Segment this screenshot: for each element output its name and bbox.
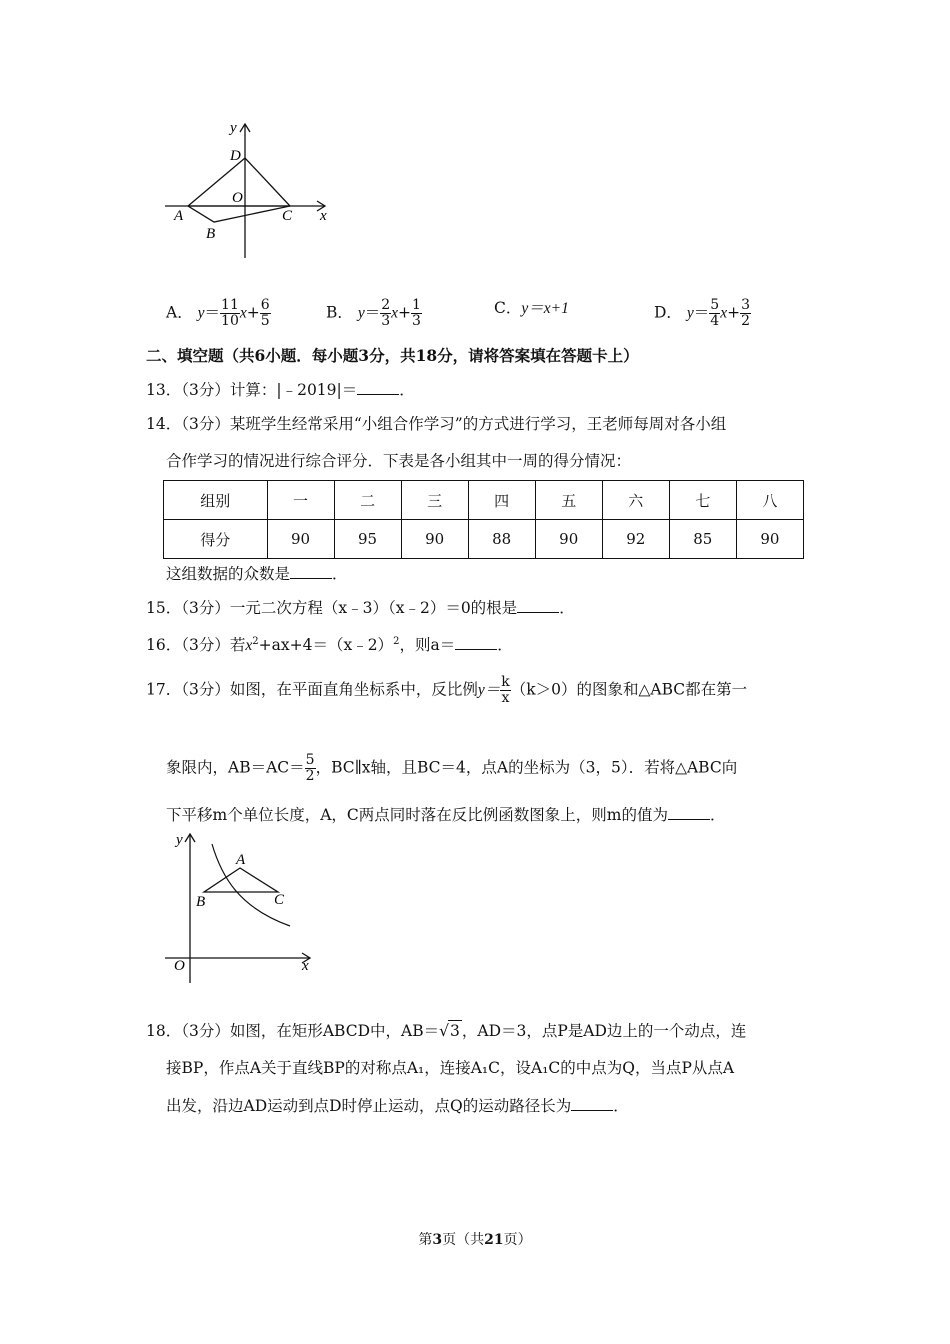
table-cell: 92 xyxy=(602,520,669,559)
table-cell: 七 xyxy=(669,481,736,520)
answer-blank xyxy=(357,380,399,395)
q12-label-a: A xyxy=(174,208,184,224)
table-row xyxy=(164,520,804,559)
q17-axis-y: y xyxy=(176,832,183,848)
table-cell: 一 xyxy=(267,481,334,520)
q12-option-a: A． y＝ $\frac{11}{10}$ x+ $\frac{6}{5}$ xyxy=(166,297,270,329)
q12-axis-x: x xyxy=(320,208,327,224)
q17-label-a: A xyxy=(236,852,246,868)
question-14-after: 这组数据的众数是 ． xyxy=(166,565,348,583)
q12-label-b: B xyxy=(206,226,216,242)
table-cell: 六 xyxy=(602,481,669,520)
answer-blank xyxy=(517,598,559,613)
question-14-line1: 14．（3分）某班学生经常采用“小组合作学习”的方式进行学习，王老师每周对各小组 xyxy=(146,415,727,433)
table-cell: 90 xyxy=(535,520,602,559)
table-row xyxy=(164,481,804,520)
table-cell: 五 xyxy=(535,481,602,520)
q12-figure xyxy=(160,118,340,263)
q12-option-c: C．y＝x+1 xyxy=(494,299,569,317)
q17-label-b: B xyxy=(196,894,206,910)
table-cell: 四 xyxy=(468,481,535,520)
answer-blank xyxy=(290,564,332,579)
section-title: 二、填空题（共6小题．每小题3分，共18分，请将答案填在答题卡上） xyxy=(146,346,639,365)
table-cell: 二 xyxy=(334,481,401,520)
table-cell: 组别 xyxy=(164,481,268,520)
question-17-line1: 17．（3分）如图，在平面直角坐标系中，反比例y＝ $\frac{k}{x}$ （k＞0）的图象和△ABC都在第一 xyxy=(146,674,748,706)
question-17-line3: 下平移m个单位长度，A，C两点同时落在反比例函数图象上，则m的值为 ． xyxy=(166,806,726,824)
question-16: 16．（3分）若$x^2+ax+4=(x﹣2)^2$，则a＝ ． xyxy=(146,636,513,655)
table-cell: 95 xyxy=(334,520,401,559)
table-cell: 85 xyxy=(669,520,736,559)
table-cell: 八 xyxy=(736,481,803,520)
answer-blank xyxy=(571,1096,613,1111)
table-cell: 90 xyxy=(736,520,803,559)
question-18-line2: 接BP，作点A关于直线BP的对称点A₁，连接A₁C，设A₁C的中点为Q，当点P从点A xyxy=(166,1059,735,1077)
question-13: 13．（3分）计算：|﹣2019|＝ ． xyxy=(146,381,415,399)
q12-axis-y: y xyxy=(230,120,237,136)
answer-blank xyxy=(668,805,710,820)
score-table xyxy=(163,480,804,559)
page-footer: 第3页（共21页） xyxy=(418,1232,532,1248)
q17-figure xyxy=(160,828,320,988)
question-18-line1: 18．（3分）如图，在矩形ABCD中，AB＝√3 ，AD＝3，点P是AD边上的一个动点，连 xyxy=(146,1022,747,1040)
table-cell: 得分 xyxy=(164,520,268,559)
q12-label-d: D xyxy=(230,148,241,164)
q12-option-b: B． y＝ $\frac{2}{3}$ x+ $\frac{1}{3}$ xyxy=(326,297,421,329)
q12-option-d: D． y＝ $\frac{5}{4}$ x+ $\frac{3}{2}$ xyxy=(654,297,751,329)
table-cell: 88 xyxy=(468,520,535,559)
table-cell: 三 xyxy=(401,481,468,520)
question-18-line3: 出发，沿边AD运动到点D时停止运动，点Q的运动路径长为 ． xyxy=(166,1097,629,1115)
question-14-line2: 合作学习的情况进行综合评分．下表是各小组其中一周的得分情况： xyxy=(166,452,632,470)
answer-blank xyxy=(455,635,497,650)
q17-axis-x: x xyxy=(302,958,309,974)
q17-label-c: C xyxy=(274,892,285,908)
q12-label-c: C xyxy=(282,208,293,224)
table-cell: 90 xyxy=(267,520,334,559)
q17-label-o: O xyxy=(174,958,185,974)
question-17-line2: 象限内，AB＝AC＝ $\frac{5}{2}$ ，BC∥x轴，且BC＝4，点A的坐标为（3，5）．若将△ABC向 xyxy=(166,752,738,784)
table-cell: 90 xyxy=(401,520,468,559)
question-15: 15．（3分）一元二次方程（x﹣3）（x﹣2）＝0的根是 ． xyxy=(146,599,575,617)
q12-label-o: O xyxy=(232,190,243,206)
